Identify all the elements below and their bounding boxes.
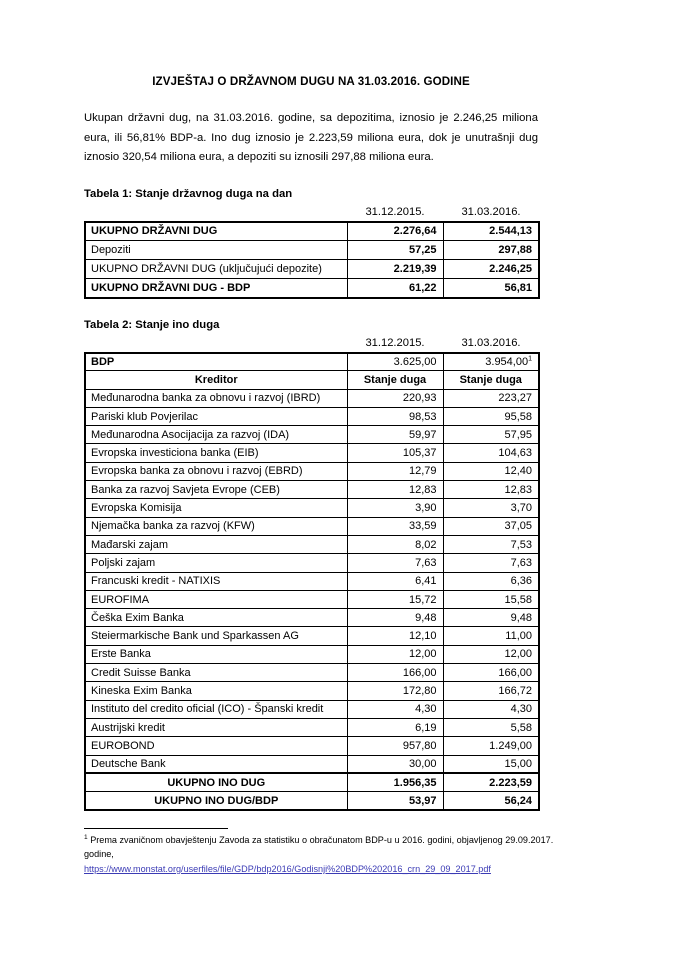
table2-creditor-value-2015: 7,63: [347, 554, 443, 572]
table2-creditor-label: Poljski zajam: [85, 554, 347, 572]
table2-creditor-label: Evropska banka za obnovu i razvoj (EBRD): [85, 462, 347, 480]
table2-creditor-value-2015: 3,90: [347, 499, 443, 517]
table2-creditor-value-2015: 12,00: [347, 645, 443, 663]
table-row: [85, 407, 539, 425]
table2-creditor-value-2015: 8,02: [347, 535, 443, 553]
table-row: [85, 609, 539, 627]
table2-date-header-2: 31.03.2016.: [461, 336, 521, 349]
table2-column-header-2: Stanje duga: [347, 371, 443, 389]
footnote-marker: 1: [84, 833, 88, 841]
table2-creditor-value-2016: 3,70: [443, 499, 539, 517]
table2-creditor-value-2015: 12,83: [347, 481, 443, 499]
table2-creditor-value-2016: 9,48: [443, 609, 539, 627]
table2-creditor-value-2016: 11,00: [443, 627, 539, 645]
table2-creditor-value-2015: 172,80: [347, 682, 443, 700]
table1-row-value-2015: 57,25: [347, 241, 443, 260]
table1-row-label: UKUPNO DRŽAVNI DUG: [85, 222, 347, 241]
table2-creditor-value-2016: 12,83: [443, 481, 539, 499]
table2-creditor-value-2016: 1.249,00: [443, 737, 539, 755]
table2-column-header-3: Stanje duga: [443, 371, 539, 389]
table-row: [85, 755, 539, 773]
table-row: [85, 718, 539, 736]
table2-creditor-label: EUROFIMA: [85, 590, 347, 608]
table2-bdp-value-2016: 3.954,00$^1$: [443, 353, 539, 371]
table1-row-label: Depoziti: [85, 241, 347, 260]
table2-column-header-1: Kreditor: [85, 371, 347, 389]
table2-creditor-label: Evropska investiciona banka (EIB): [85, 444, 347, 462]
table2-creditor-value-2015: 98,53: [347, 407, 443, 425]
table2-creditor-value-2016: 95,58: [443, 407, 539, 425]
table-row: [85, 426, 539, 444]
table1-row-value-2016: 2.544,13: [443, 222, 539, 241]
table2-creditor-value-2015: 12,79: [347, 462, 443, 480]
table2-creditor-value-2016: 57,95: [443, 426, 539, 444]
table-row: [85, 241, 539, 260]
footnote-text: [84, 833, 584, 876]
table1-caption: Tabela 1: Stanje državnog duga na dan: [84, 187, 293, 200]
footnote-section: [84, 828, 584, 876]
table2-creditor-value-2015: 166,00: [347, 664, 443, 682]
table2-creditor-value-2016: 104,63: [443, 444, 539, 462]
table2-creditor-label: Međunarodna banka za obnovu i razvoj (IBRD): [85, 389, 347, 407]
table1-row-value-2016: 297,88: [443, 241, 539, 260]
intro-paragraph: Ukupan državni dug, na 31.03.2016. godine, sa depozitima, iznosio je 2.246,25 miliona eura, ili 56,81% BDP-a. Ino dug iznosio je 2.223,59 miliona eura, dok je unutrašnji dug iznosio 320,54 miliona eura, a depoziti su iznosili 297,88 miliona eura.: [84, 112, 538, 163]
table2-creditor-value-2015: 9,48: [347, 609, 443, 627]
table-row: [85, 260, 539, 279]
table-row: [85, 700, 539, 718]
table2-total-label: UKUPNO INO DUG: [85, 773, 347, 791]
table2-date-header-spacer: [85, 336, 347, 353]
table2-total-value-2015: 1.956,35: [347, 773, 443, 791]
table-row: [85, 645, 539, 663]
table1-row-label: UKUPNO DRŽAVNI DUG (uključujući depozite): [85, 260, 347, 279]
table2-creditor-value-2016: 223,27: [443, 389, 539, 407]
table2-creditor-value-2015: 4,30: [347, 700, 443, 718]
table2-total-value-2016: 56,24: [443, 792, 539, 810]
table2-creditor-value-2015: 59,97: [347, 426, 443, 444]
table-state-of-public-debt: [84, 205, 540, 299]
table-row: [85, 682, 539, 700]
table2-creditor-value-2016: 37,05: [443, 517, 539, 535]
table-state-of-external-debt: [84, 336, 540, 811]
table2-creditor-value-2016: 4,30: [443, 700, 539, 718]
table-row: [85, 554, 539, 572]
table1-date-header-2: 31.03.2016.: [461, 205, 521, 218]
table2-creditor-label: Francuski kredit - NATIXIS: [85, 572, 347, 590]
table2-creditor-label: Austrijski kredit: [85, 718, 347, 736]
table2-total-value-2015: 53,97: [347, 792, 443, 810]
table1-row-value-2015: 61,22: [347, 279, 443, 298]
table2-creditor-value-2016: 15,00: [443, 755, 539, 773]
table2-creditor-label: Steiermarkische Bank und Sparkassen AG: [85, 627, 347, 645]
table2-creditor-label: Njemačka banka za razvoj (KFW): [85, 517, 347, 535]
table2-total-row: [85, 792, 539, 810]
table2-total-row: [85, 773, 539, 791]
table2-total-value-2016: 2.223,59: [443, 773, 539, 791]
table1-row-value-2016: 2.246,25: [443, 260, 539, 279]
table2-creditor-value-2016: 6,36: [443, 572, 539, 590]
table2-bdp-value-2015: 3.625,00: [347, 353, 443, 371]
table2-bdp-footnote-marker: 1: [528, 355, 532, 363]
table-row: [85, 737, 539, 755]
table2-creditor-value-2015: 15,72: [347, 590, 443, 608]
table2-creditor-value-2015: 33,59: [347, 517, 443, 535]
table-row: [85, 499, 539, 517]
table-row: [85, 664, 539, 682]
table2-creditor-label: Instituto del credito oficial (ICO) - Španski kredit: [85, 700, 347, 718]
footnote-body: Prema zvaničnom obavještenju Zavoda za statistiku o obračunatom BDP-u u 2016. godini, objavljenog 29.09.2017. godine,: [84, 835, 554, 859]
table1-row-label: UKUPNO DRŽAVNI DUG - BDP: [85, 279, 347, 298]
table2-date-header-row: [85, 336, 539, 353]
table-row: [85, 279, 539, 298]
table2-creditor-value-2015: 220,93: [347, 389, 443, 407]
table2-creditor-value-2015: 30,00: [347, 755, 443, 773]
table2-creditor-label: Credit Suisse Banka: [85, 664, 347, 682]
table2-creditor-label: Pariski klub Povjerilac: [85, 407, 347, 425]
table-row: [85, 572, 539, 590]
table1-date-header-row: [85, 205, 539, 222]
table2-creditor-label: Banka za razvoj Savjeta Evrope (CEB): [85, 481, 347, 499]
table2-creditor-value-2015: 957,80: [347, 737, 443, 755]
table1-date-header-spacer: [85, 205, 347, 222]
table2-column-header-row: [85, 371, 539, 389]
table-row: [85, 389, 539, 407]
table2-creditor-value-2016: 7,53: [443, 535, 539, 553]
table2-creditor-value-2016: 166,72: [443, 682, 539, 700]
table2-creditor-value-2015: 105,37: [347, 444, 443, 462]
table2-creditor-label: Češka Exim Banka: [85, 609, 347, 627]
table2-creditor-value-2016: 5,58: [443, 718, 539, 736]
table2-creditor-value-2015: 6,41: [347, 572, 443, 590]
table2-creditor-value-2016: 7,63: [443, 554, 539, 572]
table2-creditor-label: Deutsche Bank: [85, 755, 347, 773]
footnote-separator: [84, 828, 228, 829]
table-row: [85, 222, 539, 241]
table2-creditor-value-2016: 12,40: [443, 462, 539, 480]
table2-creditor-label: Kineska Exim Banka: [85, 682, 347, 700]
table2-creditor-value-2016: 12,00: [443, 645, 539, 663]
table-row: [85, 535, 539, 553]
page-title: IZVJEŠTAJ O DRŽAVNOM DUGU NA 31.03.2016. GODINE: [152, 75, 470, 88]
document-content: [84, 74, 538, 811]
table2-total-label: UKUPNO INO DUG/BDP: [85, 792, 347, 810]
table1-date-header-1: 31.12.2015.: [365, 205, 425, 218]
table-row: [85, 627, 539, 645]
footnote-link[interactable]: https://www.monstat.org/userfiles/file/GDP/bdp2016/Godisnji%20BDP%202016_crn_29_09_2017.pdf: [84, 864, 491, 874]
table1-row-value-2015: 2.219,39: [347, 260, 443, 279]
table-row: [85, 590, 539, 608]
table2-date-header-1: 31.12.2015.: [365, 336, 425, 349]
table2-creditor-label: EUROBOND: [85, 737, 347, 755]
table2-creditor-value-2016: 166,00: [443, 664, 539, 682]
table2-creditor-value-2015: 12,10: [347, 627, 443, 645]
table2-creditor-label: Međunarodna Asocijacija za razvoj (IDA): [85, 426, 347, 444]
table2-bdp-row: [85, 353, 539, 371]
table-row: [85, 481, 539, 499]
table2-creditor-value-2015: 6,19: [347, 718, 443, 736]
table1-row-value-2016: 56,81: [443, 279, 539, 298]
table-row: [85, 517, 539, 535]
table2-caption: Tabela 2: Stanje ino duga: [84, 318, 220, 331]
table2-creditor-label: Erste Banka: [85, 645, 347, 663]
table-row: [85, 444, 539, 462]
table-row: [85, 462, 539, 480]
table1-row-value-2015: 2.276,64: [347, 222, 443, 241]
table2-creditor-value-2016: 15,58: [443, 590, 539, 608]
table2-creditor-label: Evropska Komisija: [85, 499, 347, 517]
table2-bdp-label: BDP: [85, 353, 347, 371]
table2-creditor-label: Mađarski zajam: [85, 535, 347, 553]
